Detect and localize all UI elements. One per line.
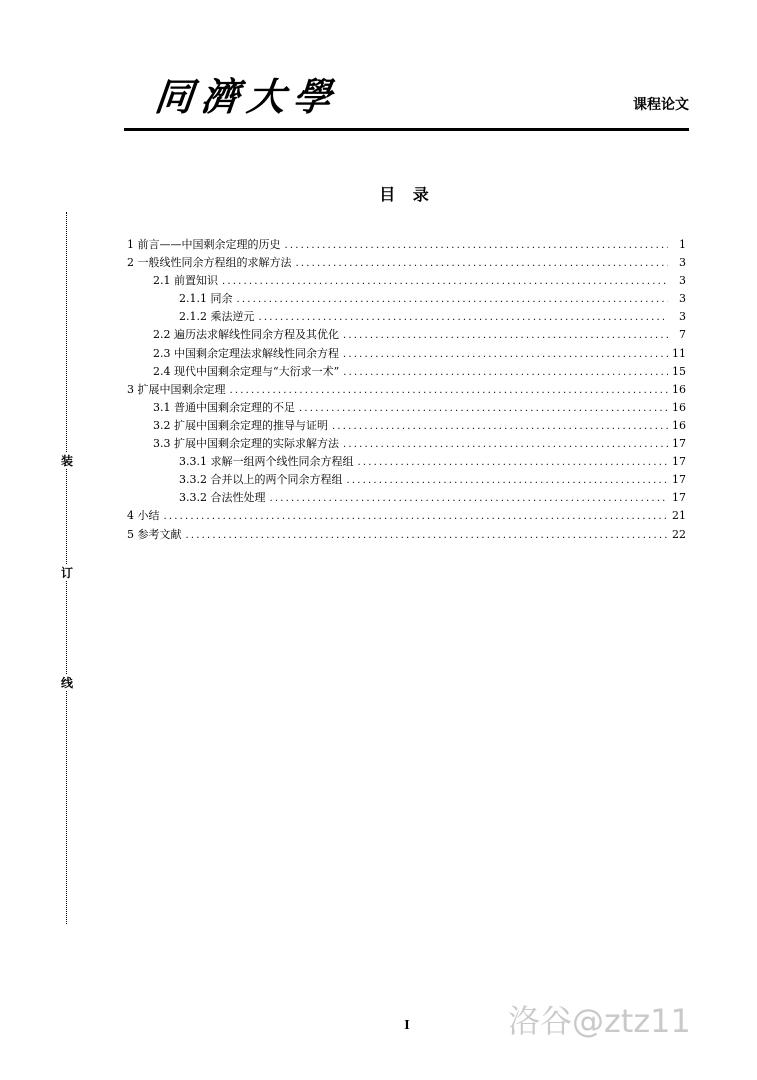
toc-entry-title: 2.3 中国剩余定理法求解线性同余方程 [153,346,339,360]
toc-entry[interactable] [127,435,686,453]
toc-entry-page: 1 [679,238,686,251]
toc-entry-title: 1 前言——中国剩余定理的历史 [127,238,281,251]
toc-entry-title: 3.3 扩展中国剩余定理的实际求解方法 [153,437,339,451]
toc-entry[interactable] [127,254,686,272]
toc-entry[interactable] [127,507,686,525]
toc-entry-page: 15 [672,364,686,378]
toc-entry[interactable] [127,489,686,507]
toc-entry-title: 4 小结 [127,509,160,523]
toc-entry[interactable] [127,399,686,417]
toc-entry-page: 22 [672,527,686,541]
toc-dot-leader [230,382,669,400]
toc-dot-leader [299,400,668,418]
toc-entry[interactable] [127,308,686,326]
binding-char-xian: 线 [60,676,73,690]
toc-entry-page: 3 [679,310,686,324]
toc-entry-title: 3.3.2 合法性处理 [179,491,266,505]
toc-dot-leader [343,436,668,454]
toc-dot-leader [357,454,668,472]
toc-dot-leader [347,472,669,490]
toc-entry[interactable] [127,526,686,544]
toc-entry-title: 2.1.1 同余 [179,292,233,306]
toc-entry-title: 3.2 扩展中国剩余定理的推导与证明 [153,418,328,432]
toc-entry[interactable] [127,417,686,435]
document-type-label: 课程论文 [633,97,689,113]
toc-dot-leader [259,309,669,327]
binding-char-zhuang: 装 [60,454,73,468]
toc-entry-page: 17 [672,455,686,469]
binding-char-ding: 订 [60,566,73,580]
toc-entry-title: 3.1 普通中国剩余定理的不足 [153,400,295,414]
toc-dot-leader [285,237,669,255]
toc-entry[interactable] [127,363,686,381]
page-number: I [404,1018,410,1033]
toc-entry-title: 2.1 前置知识 [153,274,218,288]
toc-entry-title: 2.4 现代中国剩余定理与“大衍求一术” [153,364,340,378]
toc-entry-title: 3.3.2 合并以上的两个同余方程组 [179,473,343,487]
toc-entry[interactable] [127,326,686,344]
toc-dot-leader [237,291,669,309]
toc-entry-page: 7 [679,328,686,342]
toc-dot-leader [343,327,668,345]
toc-entry-title: 2.2 遍历法求解线性同余方程及其优化 [153,328,339,342]
university-logo: 同濟大學 [152,74,342,119]
toc-entry-page: 3 [679,274,686,288]
toc-entry-title: 5 参考文献 [127,527,182,541]
toc-entry-page: 16 [672,400,686,414]
toc-entry-page: 3 [679,292,686,306]
binding-margin [60,212,74,924]
toc-entry[interactable] [127,345,686,363]
header-rule [124,128,689,131]
toc-entry-page: 21 [672,509,686,523]
toc-entry[interactable] [127,236,686,254]
toc-entry-page: 11 [672,346,686,360]
toc-entry-page: 17 [672,491,686,505]
watermark: 洛谷@ztz11 [508,1002,691,1040]
toc-dot-leader [186,527,669,545]
toc-title: 目 录 [379,185,435,204]
toc-entry[interactable] [127,272,686,290]
toc-dot-leader [296,255,669,273]
toc-dot-leader [343,346,668,364]
toc-entry-title: 2 一般线性同余方程组的求解方法 [127,256,292,270]
toc-entry-page: 17 [672,437,686,451]
toc-entry[interactable] [127,381,686,399]
toc-dot-leader [270,490,669,508]
toc-entry-page: 17 [672,473,686,487]
table-of-contents [127,236,686,544]
toc-entry-page: 16 [672,418,686,432]
toc-entry-page: 3 [679,256,686,270]
toc-entry-title: 2.1.2 乘法逆元 [179,310,255,324]
toc-entry-page: 16 [672,382,686,396]
toc-dot-leader [343,364,668,382]
toc-entry-title: 3.3.1 求解一组两个线性同余方程组 [179,455,354,469]
toc-dot-leader [222,273,668,291]
toc-entry[interactable] [127,290,686,308]
toc-entry[interactable] [127,453,686,471]
toc-dot-leader [332,418,668,436]
toc-entry-title: 3 扩展中国剩余定理 [127,382,226,396]
toc-entry[interactable] [127,471,686,489]
toc-dot-leader [164,508,669,526]
